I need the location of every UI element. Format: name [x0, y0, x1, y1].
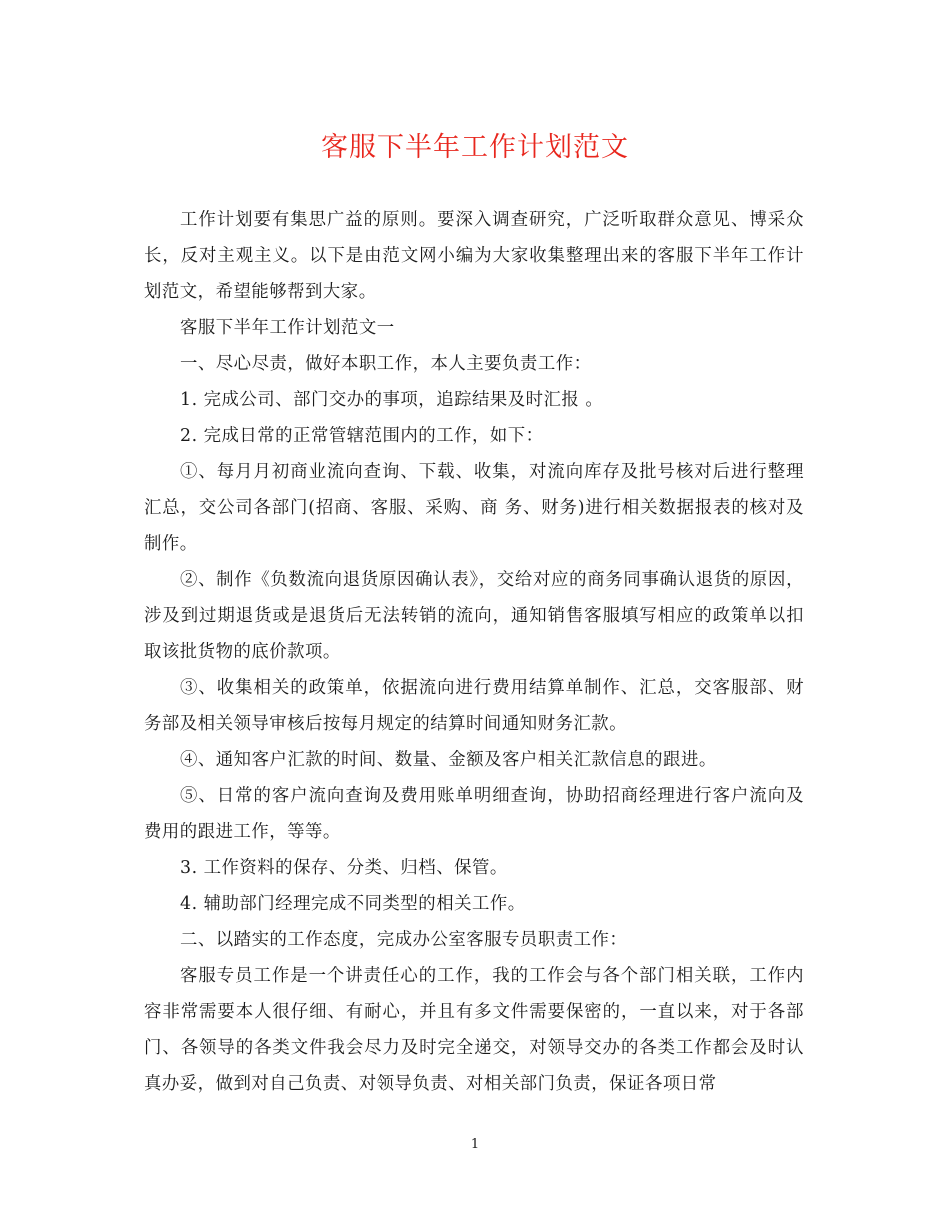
paragraph: 工作计划要有集思广益的原则。要深入调查研究，广泛听取群众意见、博采众长，反对主观主义。以下是由范文网小编为大家收集整理出来的客服下半年工作计划范文，希望能够帮到大家。	[144, 210, 804, 302]
paragraph: ③、收集相关的政策单，依据流向进行费用结算单制作、汇总，交客服部、财务部及相关领导审核后按每月规定的结算时间通知财务汇款。	[144, 678, 804, 734]
paragraph: ①、每月月初商业流向查询、下载、收集，对流向库存及批号核对后进行整理汇总，交公司各部门(招商、客服、采购、商 务、财务)进行相关数据报表的核对及制作。	[144, 462, 804, 554]
paragraph: 4. 辅助部门经理完成不同类型的相关工作。	[180, 894, 526, 914]
paragraph: ②、制作《负数流向退货原因确认表》，交给对应的商务同事确认退货的原因，涉及到过期退货或是退货后无法转销的流向，通知销售客服填写相应的政策单以扣取该批货物的底价款项。	[144, 570, 804, 662]
paragraph: 二、以踏实的工作态度，完成办公室客服专员职责工作：	[180, 930, 628, 950]
document-body	[144, 202, 804, 1102]
paragraph: 2. 完成日常的正常管辖范围内的工作，如下：	[180, 426, 544, 446]
page-number: 1	[470, 1137, 480, 1152]
paragraph: 客服下半年工作计划范文一	[180, 318, 395, 338]
paragraph: 1. 完成公司、部门交办的事项，追踪结果及时汇报 。	[180, 390, 604, 410]
paragraph: 客服专员工作是一个讲责任心的工作，我的工作会与各个部门相关联，工作内容非常需要本人很仔细、有耐心，并且有多文件需要保密的，一直以来，对于各部门、各领导的各类文件我会尽力及时完全递交，对领导交办的各类工作都会及时认真办妥，做到对自己负责、对领导负责、对相关部门负责，保证各项日常	[144, 966, 804, 1094]
paragraph: ⑤、日常的客户流向查询及费用账单明细查询，协助招商经理进行客户流向及费用的跟进工作，等等。	[144, 786, 804, 842]
paragraph: 一、尽心尽责，做好本职工作，本人主要负责工作：	[180, 354, 592, 374]
paragraph: 3. 工作资料的保存、分类、归档、保管。	[180, 858, 508, 878]
document-title: 客服下半年工作计划范文	[321, 132, 629, 163]
paragraph: ④、通知客户汇款的时间、数量、金额及客户相关汇款信息的跟进。	[180, 750, 717, 770]
